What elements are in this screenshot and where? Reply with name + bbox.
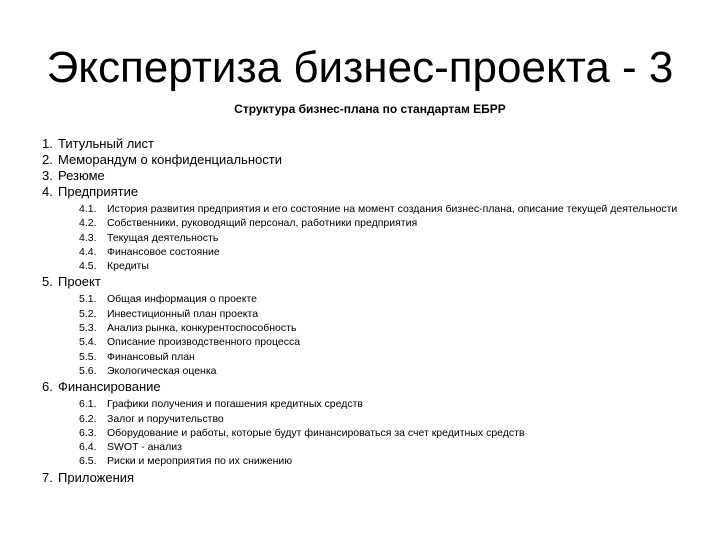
outline-item-label: Приложения [58,469,135,485]
outline-subitem-label: Анализ рынка, конкурентоспособность [107,322,297,335]
outline-item-number: 7. [42,469,53,485]
outline-subitem [79,202,692,216]
outline-subitem-number: 4.1. [79,203,97,215]
outline-subitem-label: История развития предприятия и его состояние на момент создания бизнес-плана, описание текущей деятельности [107,203,678,215]
outline-subitem-number: 6.3. [79,426,97,439]
outline-item-label: Финансирование [58,379,161,395]
outline-item-number: 3. [42,168,53,183]
outline-subitems [42,395,692,469]
business-plan-outline [42,136,692,486]
outline-subitem [79,259,692,273]
outline-item [42,152,692,168]
outline-subitem-label: Оборудование и работы, которые будут финансироваться за счет кредитных средств [107,426,525,439]
outline-item [42,470,692,486]
outline-subitem-label: Залог и поручительство [107,412,224,425]
outline-subitem-number: 4.4. [79,245,97,258]
outline-item-number: 5. [42,274,53,290]
outline-subitem-number: 5.5. [79,350,97,363]
outline-subitem-label: Финансовое состояние [107,245,220,258]
outline-subitem-label: Финансовый план [107,350,195,363]
outline-subitem-label: Инвестиционный план проекта [107,307,259,320]
outline-subitem [79,426,692,440]
outline-subitem-label: Кредиты [107,260,149,273]
outline-item-label: Проект [58,274,101,290]
outline-subitem [79,397,692,411]
outline-subitem [79,321,692,335]
outline-subitem [79,412,692,426]
outline-item-label: Титульный лист [58,136,155,151]
outline-subitems [42,200,692,274]
outline-subitem-number: 5.4. [79,336,97,349]
outline-subitem [79,364,692,378]
outline-subitem [79,350,692,364]
outline-subitem-label: Собственники, руководящий персонал, работники предприятия [107,217,418,230]
outline-subitem-label: Общая информация о проекте [107,293,257,306]
outline-subitem [79,231,692,245]
outline-item [42,168,692,184]
outline-item-label: Меморандум о конфиденциальности [58,152,282,167]
outline-subitem [79,335,692,349]
outline-item [42,379,692,395]
outline-subitem-number: 6.5. [79,455,97,468]
outline-item-number: 6. [42,379,53,395]
outline-subitem-number: 6.1. [79,398,97,411]
outline-subitem-number: 5.6. [79,364,97,377]
outline-subitem-label: Экологическая оценка [107,364,217,377]
outline-subitem-label: Текущая деятельность [107,231,219,244]
outline-subitem-number: 4.3. [79,231,97,244]
outline-item-number: 4. [42,184,53,199]
outline-subitem-number: 4.5. [79,260,97,273]
outline-subitem-number: 5.2. [79,307,97,320]
outline-subitem-label: Риски и мероприятия по их снижению [107,455,293,468]
outline-subitem-number: 4.2. [79,217,97,230]
outline-item-label: Резюме [58,168,105,183]
outline-item-number: 2. [42,152,53,167]
outline-subitem [79,307,692,321]
outline-subitem-label: Описание производственного процесса [107,336,301,349]
outline-item-label: Предприятие [58,184,139,199]
outline-subitem-number: 5.3. [79,322,97,335]
outline-item [42,136,692,152]
outline-subitems [42,290,692,379]
outline-subitem [79,440,692,454]
outline-subitem [79,216,692,230]
outline-subitem [79,292,692,306]
slide-title: Экспертиза бизнес-проекта - 3 [46,43,674,92]
outline-item [42,274,692,290]
outline-subitem-label: Графики получения и погашения кредитных средств [107,398,363,411]
outline-subitem-number: 6.4. [79,441,97,454]
outline-subitem-number: 6.2. [79,412,97,425]
outline-subitem-number: 5.1. [79,293,97,306]
outline-item [42,184,692,200]
outline-subitem-label: SWOT - анализ [107,441,182,454]
outline-subitem [79,245,692,259]
outline-subitem [79,454,692,468]
outline-item-number: 1. [42,136,53,151]
slide-subtitle [0,101,720,117]
subtitle-text: Структура бизнес-плана по стандартам ЕБРР [234,102,506,116]
